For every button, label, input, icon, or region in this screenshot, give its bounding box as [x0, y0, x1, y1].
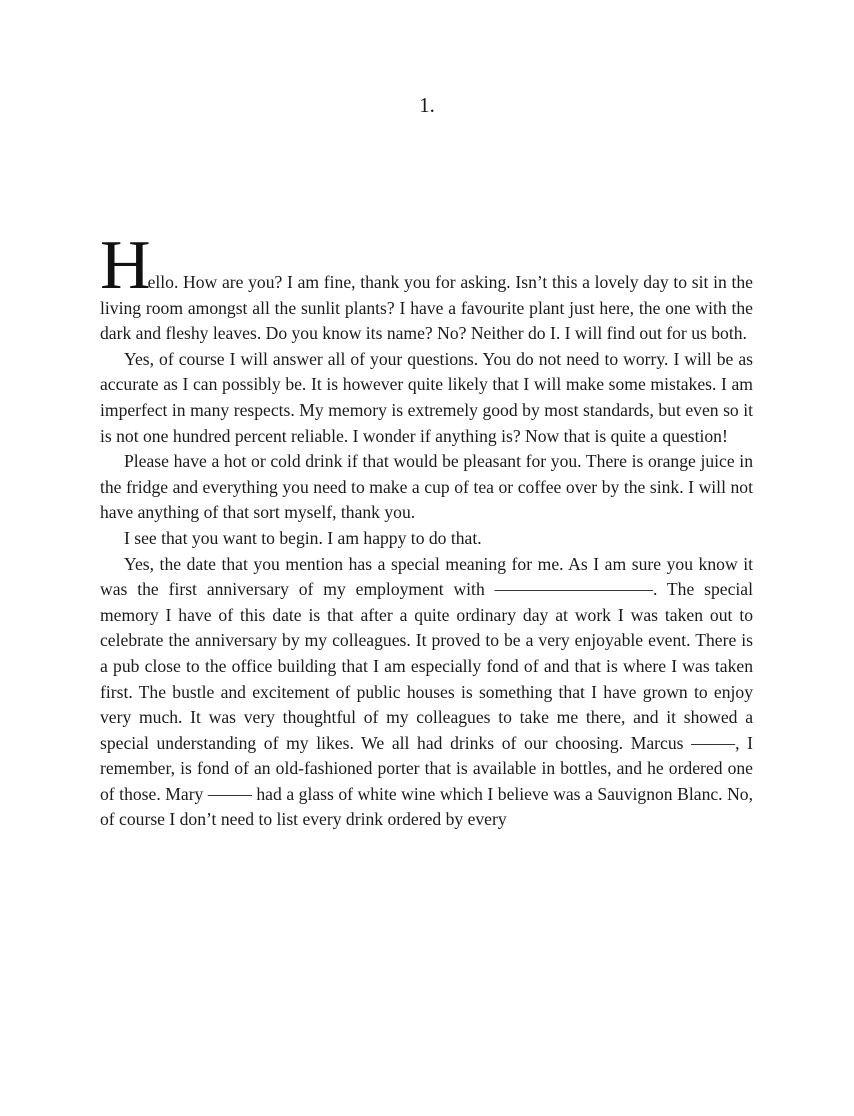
paragraph: Yes, of course I will answer all of your questions. You do not need to worry. I will be as accurate as I can possibly be. It is however quite likely that I will make some mistakes. I am imperfect in many respects. My memory is extremely good by most standards, but even so it is not one hundred percent reliable. I wonder if anything is? Now that is quite a question!: [100, 348, 753, 446]
body-text: [100, 227, 753, 833]
paragraph: Please have a hot or cold drink if that would be pleasant for you. There is orange juice in the fridge and everything you need to make a cup of tea or coffee over by the sink. I will not have anything of that sort myself, thank you.: [100, 451, 753, 523]
paragraph-opening: [100, 227, 753, 347]
paragraph-text: ello. How are you? I am fine, thank you for asking. Isn’t this a lovely day to sit in the living room amongst all the sunlit plants? I have a favourite plant just here, the one with the dark and fleshy leaves. Do you know its name? No? Neither do I. I will find out for us both.: [100, 272, 753, 344]
chapter-number: 1.: [419, 93, 435, 117]
drop-cap-letter: H: [100, 227, 151, 304]
paragraph: Yes, the date that you mention has a special meaning for me. As I am sure you know it was the first anniversary of my employment with ––––––––––––––––––. The special memory I have of this date is that after a quite ordinary day at work I was taken out to celebrate the anniversary by my colleagues. It proved to be a very enjoyable event. There is a pub close to the office building that I am especially fond of and that is where I was taken first. The bustle and excitement of public houses is something that I have grown to enjoy very much. It was very thoughtful of my colleagues to take me there, and it showed a special understanding of my likes. We all had drinks of our choosing. Marcus –––––, I remember, is fond of an old-fashioned porter that is available in bottles, and he ordered one of those. Mary ––––– had a glass of white wine which I believe was a Sauvignon Blanc. No, of course I don’t need to list every drink ordered by every: [100, 553, 753, 830]
paragraph: I see that you want to begin. I am happy to do that.: [124, 527, 482, 548]
